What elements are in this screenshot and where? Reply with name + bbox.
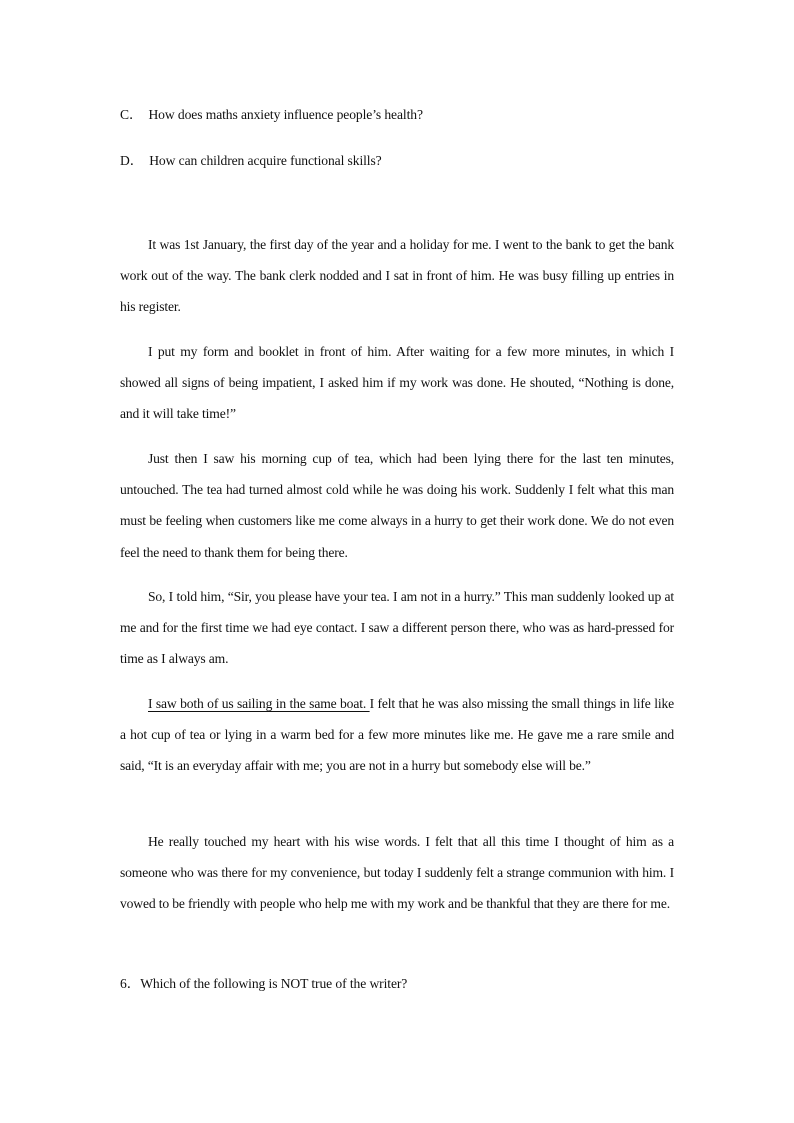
paragraph-text: Just then I saw his morning cup of tea, which had been lying there for the last ten minutes, untouched. The tea had turned almost cold while he was doing his work. Suddenly I felt what this man must be feeling when customers like me come always in a hurry to get their work done. We do not even feel the need to thank them for being there.: [120, 451, 674, 560]
option-c: [120, 103, 423, 123]
passage-paragraph-2: [120, 336, 674, 430]
passage-paragraph-4: [120, 581, 674, 675]
question-number: 6．: [120, 976, 141, 991]
question-text: Which of the following is NOT true of the writer?: [140, 976, 408, 991]
option-d: [120, 149, 382, 169]
underlined-sentence: I saw both of us sailing in the same boat.: [148, 696, 370, 711]
option-text: How can children acquire functional skills?: [149, 153, 382, 168]
passage-paragraph-5: [120, 688, 674, 782]
option-text: How does maths anxiety influence people’s health?: [148, 107, 423, 122]
paragraph-text: I put my form and booklet in front of him. After waiting for a few more minutes, in which I showed all signs of being impatient, I asked him if my work was done. He shouted, “Nothing is done, and it will take time!”: [120, 344, 674, 422]
paragraph-text: It was 1st January, the first day of the year and a holiday for me. I went to the bank to get the bank work out of the way. The bank clerk nodded and I sat in front of him. He was busy filling up entries in his register.: [120, 237, 674, 315]
paragraph-text: He really touched my heart with his wise words. I felt that all this time I thought of him as a someone who was there for my convenience, but today I suddenly felt a strange communion with him. I vowed to be friendly with people who help me with my work and be thankful that they are there for me.: [120, 834, 674, 912]
paragraph-text: So, I told him, “Sir, you please have your tea. I am not in a hurry.” This man suddenly looked up at me and for the first time we had eye contact. I saw a different person there, who was as hard-pressed for time as I always am.: [120, 589, 674, 667]
paragraph-text: I felt that he was also missing the small things in life like a hot cup of tea or lying in a warm bed for a few more minutes like me. He gave me a rare smile and said, “It is an everyday affair with me; you are not in a hurry but somebody else will be.”: [120, 696, 674, 774]
question-6: [120, 972, 407, 992]
passage-paragraph-3: [120, 443, 674, 568]
passage-paragraph-1: [120, 229, 674, 323]
option-letter: D．: [120, 153, 144, 168]
option-letter: C．: [120, 107, 143, 122]
passage-paragraph-6: [120, 826, 674, 920]
